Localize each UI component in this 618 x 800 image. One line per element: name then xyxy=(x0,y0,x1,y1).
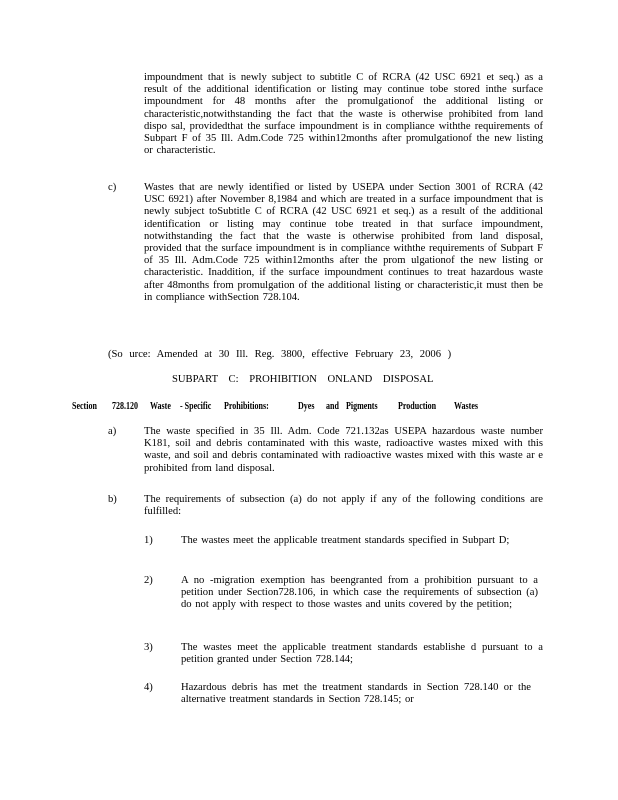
subpart-heading: SUBPART C: PROHIBITION ONLAND DISPOSAL xyxy=(172,374,434,385)
section-word-and: and xyxy=(326,400,339,412)
item-c-label: c) xyxy=(108,182,117,193)
section-number: 728.120 xyxy=(112,400,138,412)
subitem-text: The wastes meet the applicable treatment standards specified in Subpart D; xyxy=(181,535,510,546)
subitem-label: 1) xyxy=(144,535,153,546)
subitem-text: The wastes meet the applicable treatment standards establishe d pursuant to a petition granted under Section 728.144; xyxy=(181,642,543,666)
item-a-text: The waste specified in 35 Ill. Adm. Code 721.132as USEPA hazardous waste number K181, soil and debris contaminated with this waste, radioactive wastes mixed with this waste, and soil and debris contaminated with radioactive wastes mixed with this waste ar e prohibited from land disposal. xyxy=(144,426,543,474)
item-c-text: Wastes that are newly identified or listed by USEPA under Section 3001 of RCRA (42 USC 6921) after November 8,1984 and which are treated in a surface impoundment that is newly subject toSubtitle C of RCRA (42 USC 6921 et seq.) as a result of the additional identification or listing may continue tobe treated in that surface impoundment, notwithstanding the fact that the waste is otherwise prohibited from land disposal, provided that the surface impoundment is in compliance withthe requirements of Subpart F of 35 Ill. Adm.Code 725 within12months after the prom ulgationof the new listing or characteristic. Inaddition, if the surface impoundment continues to treat hazardous waste after 48months from promulgation of the additional listing or characteristic,it must then be in compliance withSection 728.104. xyxy=(144,182,543,303)
subitem-text: A no -migration exemption has beengranted from a prohibition pursuant to a petition under Section728.106, in which case the requirements of subsection (a) do not apply with respect to those wastes and units covered by the petition; xyxy=(181,575,538,611)
section-word-production: Production xyxy=(398,400,437,412)
item-b-text: The requirements of subsection (a) do not apply if any of the following conditions are fulfilled: xyxy=(144,494,543,518)
section-word-prohibitions: Prohibitions: xyxy=(224,400,269,412)
section-word-pigments: Pigments xyxy=(346,400,378,412)
item-a-label: a) xyxy=(108,426,117,437)
section-word-specific: - Specific xyxy=(180,400,212,412)
section-word-waste: Waste xyxy=(150,400,171,412)
section-word-wastes: Wastes xyxy=(454,400,478,412)
item-b-label: b) xyxy=(108,494,117,505)
section-word: Section xyxy=(72,400,97,412)
continuation-paragraph: impoundment that is newly subject to subtitle C of RCRA (42 USC 6921 et seq.) as a result of the additional identification or listing may continue tobe stored inthe surface impoundment for 48 months after the promulgationof the additional listing or characteristic,notwithstanding the fact that the waste is otherwise prohibited from land dispo sal, providedthat the surface impoundment is in compliance withthe requirements of Subpart F of 35 Ill. Adm.Code 725 within12months after promulgationof the new listing or characteristic. xyxy=(144,72,543,157)
subitem-label: 4) xyxy=(144,682,153,693)
section-heading xyxy=(72,400,502,411)
subitem-text: Hazardous debris has met the treatment standards in Section 728.140 or the alternative treatment standards in Section 728.145; or xyxy=(181,682,531,706)
source-note: (So urce: Amended at 30 Ill. Reg. 3800, effective February 23, 2006 ) xyxy=(108,349,452,360)
subitem-label: 2) xyxy=(144,575,153,586)
section-word-dyes: Dyes xyxy=(298,400,315,412)
subitem-label: 3) xyxy=(144,642,153,653)
